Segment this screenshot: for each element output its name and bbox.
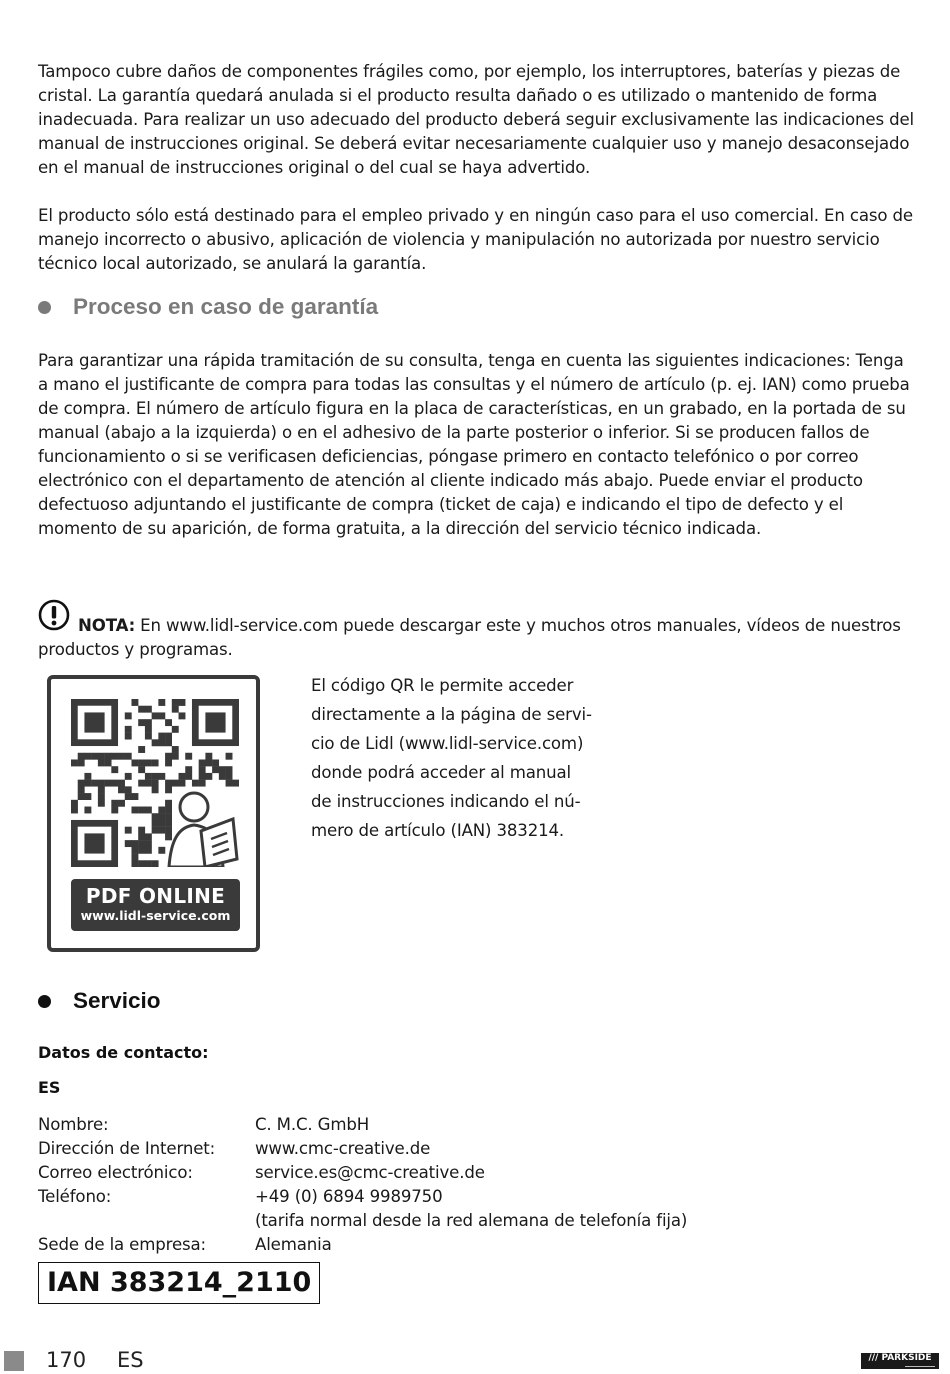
service-title: Servicio: [73, 988, 161, 1013]
contact-key: Correo electrónico:: [38, 1163, 193, 1182]
qr-description-line: cio de Lidl (www.lidl-service.com): [311, 734, 584, 753]
note-label: NOTA:: [78, 616, 136, 635]
qr-description-line: de instrucciones indicando el nú-: [311, 792, 581, 811]
pdf-online-badge: [71, 879, 240, 931]
website-link[interactable]: www.cmc-creative.de: [255, 1139, 431, 1158]
warranty-process-heading: [38, 294, 378, 320]
contact-data-title: Datos de contacto:: [38, 1043, 209, 1062]
pdf-online-url: www.lidl-service.com: [80, 908, 231, 923]
contact-table: [38, 1113, 687, 1257]
contact-row: [38, 1137, 687, 1161]
private-use-paragraph: El producto sólo está destinado para el empleo privado y en ningún caso para el uso comercial. En caso de manejo incorrecto o abusivo, aplicación de violencia y manipulación no autorizada por nuestro servicio técnico local autorizado, se anulará la garantía.: [38, 206, 913, 273]
qr-description-line: mero de artículo (IAN) 383214.: [311, 821, 565, 840]
contact-row: [38, 1161, 687, 1185]
contact-key: Sede de la empresa:: [38, 1235, 206, 1254]
contact-key: [38, 1209, 255, 1233]
contact-value: Alemania: [255, 1235, 332, 1254]
service-heading: [38, 988, 161, 1014]
parkside-logo: /// PARKSIDE: [861, 1353, 939, 1369]
contact-row: [38, 1113, 687, 1137]
warranty-process-title: Proceso en caso de garantía: [73, 294, 379, 319]
contact-key: Dirección de Internet:: [38, 1139, 216, 1158]
page-marker: [4, 1351, 24, 1371]
warranty-process-paragraph: Para garantizar una rápida tramitación de su consulta, tenga en cuenta las siguientes indicaciones: Tenga a mano el justificante de compra para todas las consultas y el número de artículo (p. ej. IAN) como prueba de compra. El número de artículo figura en la placa de características, en un grabado, en la portada de su manual (abajo a la izquierda) o en el adhesivo de la parte posterior o inferior. Si se producen fallos de funcionamiento o si se verificasen deficiencias, póngase primero en contacto telefónico o por correo electrónico con el departamento de atención al cliente indicado más abajo. Puede enviar el producto defectuoso adjuntando el justificante de compra (ticket de caja) e indicando el tipo de defecto y el momento de su aparición, de forma gratuita, a la dirección del servicio técnico indicada.: [38, 351, 910, 538]
contact-row: [38, 1233, 687, 1257]
contact-row: [38, 1209, 687, 1233]
qr-description-line: directamente a la página de servi-: [311, 705, 592, 724]
qr-description-line: El código QR le permite acceder: [311, 676, 574, 695]
contact-country: ES: [38, 1078, 61, 1097]
bullet-icon: [38, 301, 51, 314]
page-number: 170: [46, 1348, 87, 1372]
contact-value: C. M.C. GmbH: [255, 1115, 370, 1134]
qr-description: [311, 671, 611, 845]
bullet-icon: [38, 995, 51, 1008]
warranty-exclusions-paragraph: Tampoco cubre daños de componentes frágiles como, por ejemplo, los interruptores, baterías y piezas de cristal. La garantía quedará anulada si el producto resulta dañado o es utilizado o mantenido de forma inadecuada. Para realizar un uso adecuado del producto deberá seguir exclusivamente las indicaciones del manual de instrucciones original. Se deberá evitar necesariamente cualquier uso y manejo desaconsejado en el manual de instrucciones original o del cual se haya advertido.: [38, 62, 915, 177]
pdf-online-title: PDF ONLINE: [85, 884, 226, 908]
note-text: [38, 614, 918, 662]
phone-number: +49 (0) 6894 9989750: [255, 1187, 443, 1206]
ian-number: IAN 383214_2110: [38, 1262, 320, 1304]
phone-note: (tarifa normal desde la red alemana de telefonía fija): [255, 1211, 688, 1230]
qr-code-card[interactable]: [47, 675, 260, 952]
qr-code-icon: [71, 699, 239, 867]
qr-description-line: donde podrá acceder al manual: [311, 763, 572, 782]
page-language: ES: [117, 1348, 144, 1372]
contact-key: Teléfono:: [38, 1187, 112, 1206]
email-link[interactable]: service.es@cmc-creative.de: [255, 1163, 485, 1182]
contact-row: [38, 1185, 687, 1209]
note-body: En www.lidl-service.com puede descargar este y muchos otros manuales, vídeos de nuestros productos y programas.: [38, 616, 901, 659]
contact-key: Nombre:: [38, 1115, 109, 1134]
